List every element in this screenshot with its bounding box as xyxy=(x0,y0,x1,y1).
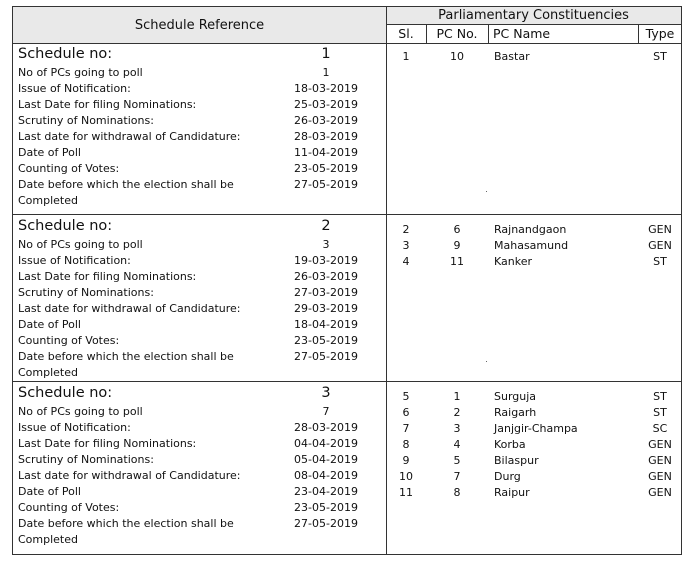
pc-number: 4 xyxy=(453,438,461,451)
schedule-label: Schedule no: xyxy=(18,385,113,401)
table-row xyxy=(18,65,380,81)
pc-type: GEN xyxy=(648,454,672,467)
field-label: Counting of Votes: xyxy=(18,334,120,347)
field-label: Last Date for filing Nominations: xyxy=(18,98,197,111)
pc-row xyxy=(13,254,681,270)
field-label: Date of Poll xyxy=(18,318,81,331)
field-label: Date of Poll xyxy=(18,485,81,498)
field-value: 05-04-2019 xyxy=(294,453,358,466)
pc-sl: 6 xyxy=(402,406,410,419)
field-value: 19-03-2019 xyxy=(294,254,358,267)
pc-row xyxy=(13,437,681,453)
field-label: Counting of Votes: xyxy=(18,501,120,514)
schedule-number: 2 xyxy=(321,218,331,234)
schedule-number: 1 xyxy=(321,46,331,62)
pc-number: 1 xyxy=(453,390,461,403)
field-value: 11-04-2019 xyxy=(294,146,358,159)
row-divider xyxy=(386,24,681,25)
table-row xyxy=(18,365,380,381)
field-label: Date before which the election shall be xyxy=(18,517,234,530)
table-row xyxy=(18,532,380,548)
field-value: 29-03-2019 xyxy=(294,302,358,315)
field-value: 23-05-2019 xyxy=(294,334,358,347)
row-divider xyxy=(13,381,681,382)
pc-number: 8 xyxy=(453,486,461,499)
pc-name: Mahasamund xyxy=(494,239,569,252)
pc-name: Janjgir-Champa xyxy=(494,422,578,435)
pc-type: GEN xyxy=(648,438,672,451)
field-value: 26-03-2019 xyxy=(294,114,358,127)
pc-type: SC xyxy=(652,422,668,435)
field-label: Completed xyxy=(18,533,78,546)
pc-name: Kanker xyxy=(494,255,533,268)
column-header-pc-name: PC Name xyxy=(493,26,551,41)
column-header-sl: Sl. xyxy=(398,26,414,41)
field-value: 18-04-2019 xyxy=(294,318,358,331)
stray-dot xyxy=(486,191,487,192)
pc-name: Bastar xyxy=(494,50,530,63)
field-label: Scrutiny of Nominations: xyxy=(18,286,154,299)
row-divider xyxy=(13,43,681,44)
pc-number: 11 xyxy=(450,255,464,268)
pc-type: GEN xyxy=(648,223,672,236)
field-label: Scrutiny of Nominations: xyxy=(18,114,154,127)
field-label: Issue of Notification: xyxy=(18,254,131,267)
field-label: Date of Poll xyxy=(18,146,81,159)
field-label: Completed xyxy=(18,194,78,207)
field-label: Date before which the election shall be xyxy=(18,350,234,363)
field-label: Last Date for filing Nominations: xyxy=(18,437,197,450)
table-row xyxy=(18,129,380,145)
pc-type: ST xyxy=(653,406,667,419)
field-label: Last Date for filing Nominations: xyxy=(18,270,197,283)
pc-number: 9 xyxy=(453,239,461,252)
field-label: Issue of Notification: xyxy=(18,82,131,95)
column-header-pc-no: PC No. xyxy=(436,26,478,41)
table-row xyxy=(18,113,380,129)
pc-sl: 7 xyxy=(402,422,410,435)
table-row xyxy=(18,301,380,317)
table-row xyxy=(18,81,380,97)
table-row xyxy=(18,193,380,209)
field-value: 27-05-2019 xyxy=(294,350,358,363)
schedule-label: Schedule no: xyxy=(18,218,113,234)
field-value: 27-05-2019 xyxy=(294,517,358,530)
schedule-reference-header: Schedule Reference xyxy=(13,7,386,43)
table-row xyxy=(18,500,380,516)
column-divider xyxy=(488,24,489,43)
pc-name: Durg xyxy=(494,470,521,483)
table-row xyxy=(18,349,380,365)
pc-type: ST xyxy=(653,50,667,63)
pc-row xyxy=(13,49,681,65)
table-row xyxy=(18,161,380,177)
field-value: 04-04-2019 xyxy=(294,437,358,450)
table-row xyxy=(18,145,380,161)
column-divider xyxy=(638,24,639,43)
pc-sl: 1 xyxy=(402,50,410,63)
pc-name: Rajnandgaon xyxy=(494,223,567,236)
field-value: 23-05-2019 xyxy=(294,162,358,175)
pc-sl: 5 xyxy=(402,390,410,403)
pc-name: Raipur xyxy=(494,486,530,499)
pc-row xyxy=(13,222,681,238)
pc-name: Korba xyxy=(494,438,526,451)
schedule-label: Schedule no: xyxy=(18,46,113,62)
pc-number: 2 xyxy=(453,406,461,419)
pc-row xyxy=(13,469,681,485)
pc-row xyxy=(13,453,681,469)
pc-number: 7 xyxy=(453,470,461,483)
pc-row xyxy=(13,238,681,254)
schedule-table xyxy=(12,6,682,555)
pc-number: 10 xyxy=(450,50,464,63)
field-value: 23-05-2019 xyxy=(294,501,358,514)
parliamentary-constituencies-header: Parliamentary Constituencies xyxy=(386,7,681,24)
pc-name: Bilaspur xyxy=(494,454,539,467)
field-label: Issue of Notification: xyxy=(18,421,131,434)
column-header-type: Type xyxy=(645,26,675,41)
pc-type: GEN xyxy=(648,470,672,483)
field-label: No of PCs going to poll xyxy=(18,238,143,251)
column-divider xyxy=(426,24,427,43)
pc-name: Raigarh xyxy=(494,406,537,419)
pc-sl: 8 xyxy=(402,438,410,451)
pc-row xyxy=(13,389,681,405)
field-value: 27-05-2019 xyxy=(294,178,358,191)
field-value: 27-03-2019 xyxy=(294,286,358,299)
table-row xyxy=(18,516,380,532)
table-row xyxy=(18,269,380,285)
pc-sl: 4 xyxy=(402,255,410,268)
field-label: Last date for withdrawal of Candidature: xyxy=(18,469,241,482)
field-value: 08-04-2019 xyxy=(294,469,358,482)
pc-sl: 2 xyxy=(402,223,410,236)
field-label: Last date for withdrawal of Candidature: xyxy=(18,130,241,143)
row-divider xyxy=(13,214,681,215)
table-row xyxy=(18,317,380,333)
pc-sl: 3 xyxy=(402,239,410,252)
field-value: 23-04-2019 xyxy=(294,485,358,498)
field-label: Completed xyxy=(18,366,78,379)
pc-number: 5 xyxy=(453,454,461,467)
pc-row xyxy=(13,485,681,501)
pc-type: ST xyxy=(653,390,667,403)
schedule-number: 3 xyxy=(321,385,331,401)
field-value: 28-03-2019 xyxy=(294,130,358,143)
pc-type: GEN xyxy=(648,239,672,252)
field-value: 3 xyxy=(322,238,330,251)
field-label: Scrutiny of Nominations: xyxy=(18,453,154,466)
pc-type: ST xyxy=(653,255,667,268)
field-label: Counting of Votes: xyxy=(18,162,120,175)
field-value: 7 xyxy=(322,405,330,418)
pc-row xyxy=(13,405,681,421)
field-label: Date before which the election shall be xyxy=(18,178,234,191)
field-value: 28-03-2019 xyxy=(294,421,358,434)
pc-row xyxy=(13,421,681,437)
pc-name: Surguja xyxy=(494,390,537,403)
table-row xyxy=(18,97,380,113)
field-label: Last date for withdrawal of Candidature: xyxy=(18,302,241,315)
table-row xyxy=(18,285,380,301)
table-row xyxy=(18,333,380,349)
pc-sl: 10 xyxy=(399,470,413,483)
stray-dot xyxy=(486,361,487,362)
pc-type: GEN xyxy=(648,486,672,499)
field-label: No of PCs going to poll xyxy=(18,66,143,79)
field-value: 18-03-2019 xyxy=(294,82,358,95)
field-value: 25-03-2019 xyxy=(294,98,358,111)
pc-sl: 11 xyxy=(399,486,413,499)
pc-sl: 9 xyxy=(402,454,410,467)
field-value: 1 xyxy=(322,66,330,79)
field-label: No of PCs going to poll xyxy=(18,405,143,418)
pc-number: 3 xyxy=(453,422,461,435)
table-row xyxy=(18,177,380,193)
pc-number: 6 xyxy=(453,223,461,236)
field-value: 26-03-2019 xyxy=(294,270,358,283)
